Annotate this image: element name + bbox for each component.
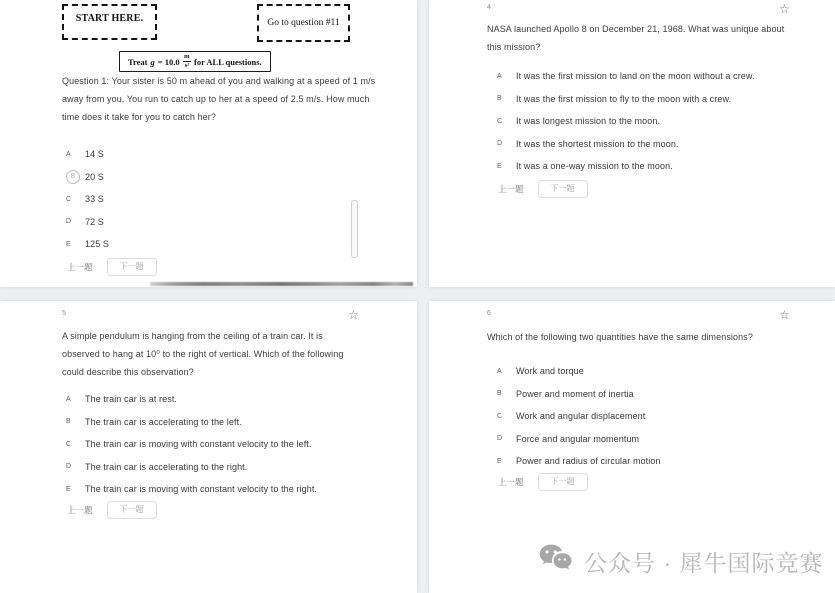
next-question-button[interactable]: 下一题 [107,501,157,519]
option-letter: C [66,195,72,203]
watermark-text: 公众号 · 犀牛国际竞赛 [584,549,824,576]
option-letter: C [497,117,503,125]
option-a[interactable] [497,365,661,377]
clipped-content-artifact [150,282,413,286]
gravity-note-t1: Treat [128,56,148,67]
options-list [497,70,755,183]
favorite-star-icon[interactable]: ☆ [779,308,790,322]
question-text: A simple pendulum is hanging from the ceiling of a train car. It is observed to hang at 10⁰ to the right of vertical. Which of the following could describe this observation? [62,331,344,377]
option-text: It was a one-way mission to the moon. [516,161,673,171]
start-here-box [62,4,157,40]
start-here-label: START HERE. [75,13,144,24]
gravity-note-t3: for ALL questions. [194,56,262,67]
option-text: Power and moment of inertia [516,388,634,399]
option-letter: D [497,140,503,147]
option-d[interactable] [66,216,109,228]
question-card-1 [0,0,417,287]
question-card-5 [0,301,417,593]
fraction-denominator: s² [184,61,190,69]
wechat-icon [538,543,574,579]
option-c[interactable] [497,115,755,127]
question-nav [498,180,588,198]
option-text: It was the first mission to fly to the moon with a crew. [516,93,732,104]
option-text: 33 S [85,194,104,204]
options-list [66,148,109,261]
option-letter: A [497,367,502,375]
option-text: It was longest mission to the moon. [516,116,661,126]
option-b[interactable] [497,388,661,400]
option-d[interactable] [497,138,755,150]
next-question-button[interactable]: 下一题 [107,258,157,276]
option-text: The train car is accelerating to the right. [85,461,248,472]
option-text: Work and angular displacement [516,411,646,421]
option-letter: B [497,390,502,397]
next-question-button[interactable]: 下一题 [538,180,588,198]
option-text: The train car is at rest. [85,394,178,404]
option-text: 125 S [85,239,110,249]
next-question-button[interactable]: 下一题 [538,473,588,491]
option-text: 20 S [85,171,104,182]
option-d[interactable] [497,433,661,445]
option-a[interactable] [66,393,317,405]
option-letter: C [66,440,72,448]
option-e[interactable] [66,483,317,495]
option-text: It was the shortest mission to the moon. [516,138,679,149]
gravity-note-t2: = 10.0 [157,56,180,67]
option-letter: A [66,150,71,158]
watermark [538,543,823,579]
question-text: Question 1: Your sister is 50 m ahead of you and walking at a speed of 1 m/s away from you. You run to catch up to her at a speed of 2.5 m/s. How much time does it take for you to catch her? [62,76,376,122]
option-letter: D [66,463,72,470]
question-card-4 [429,0,835,287]
gravity-note-g: g [150,56,155,67]
option-letter: A [497,72,502,80]
option-e[interactable] [497,160,755,172]
option-e[interactable] [497,455,661,467]
option-b[interactable] [497,93,755,105]
option-d[interactable] [66,461,317,473]
option-letter: D [497,435,503,442]
option-text: Power and radius of circular motion [516,456,661,466]
option-letter: B [497,95,502,102]
option-b[interactable] [66,171,109,183]
option-c[interactable] [497,410,661,422]
option-letter: B [66,170,80,184]
option-a[interactable] [497,70,755,82]
scrollbar-thumb[interactable] [351,200,358,258]
options-list [497,365,661,478]
prev-question-button[interactable]: 上一题 [498,184,524,194]
option-text: It was the first mission to land on the moon without a crew. [516,71,755,81]
option-b[interactable] [66,416,317,428]
option-letter: E [497,162,502,170]
option-a[interactable] [66,148,109,160]
favorite-star-icon[interactable]: ☆ [348,308,359,322]
option-letter: E [66,240,71,248]
question-number: 5 [62,310,66,317]
option-letter: C [497,412,503,420]
option-text: The train car is moving with constant velocity to the left. [85,439,312,449]
prev-question-button[interactable]: 上一题 [498,477,524,487]
option-text: 72 S [85,216,104,227]
units-fraction [183,54,191,69]
question-text: Which of the following two quantities have the same dimensions? [487,332,753,342]
question-nav [498,473,588,491]
question-text: NASA launched Apollo 8 on December 21, 1968. What was unique about this mission? [487,24,785,52]
prev-question-button[interactable]: 上一题 [67,505,93,515]
option-text: Force and angular momentum [516,433,640,444]
prev-question-button[interactable]: 上一题 [67,262,93,272]
option-c[interactable] [66,193,109,205]
gravity-note-box [119,51,271,72]
goto-question-label: Go to question #11 [267,18,340,28]
question-nav [67,258,157,276]
option-text: Work and torque [516,366,584,376]
question-number: 4 [487,4,491,11]
option-e[interactable] [66,238,109,250]
option-letter: B [66,418,71,425]
question-nav [67,501,157,519]
fraction-numerator: m [184,53,190,60]
option-letter: E [66,485,71,493]
option-c[interactable] [66,438,317,450]
question-number: 6 [487,310,491,317]
option-letter: D [66,218,72,225]
option-text: 14 S [85,149,104,159]
option-letter: E [497,457,502,465]
option-letter: A [66,395,71,403]
favorite-star-icon[interactable]: ☆ [779,2,790,16]
option-text: The train car is moving with constant velocity to the right. [85,484,318,494]
option-text: The train car is accelerating to the left. [85,416,242,427]
options-list [66,393,317,506]
goto-question-box [257,4,350,42]
